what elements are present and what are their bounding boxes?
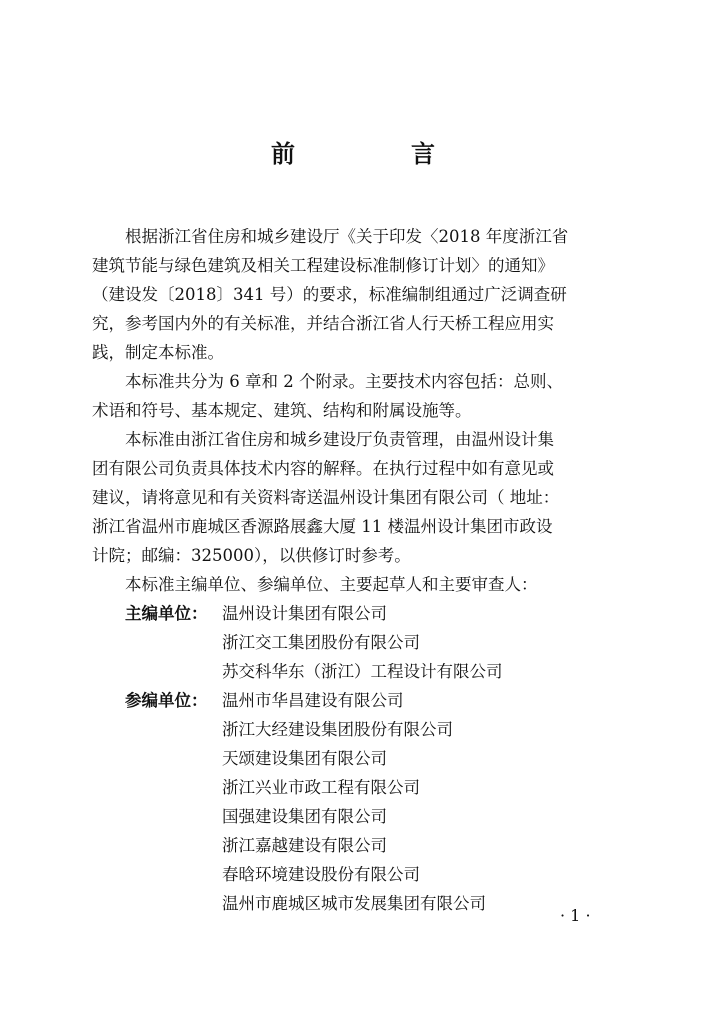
unit-name: 浙江嘉越建设有限公司 — [222, 836, 387, 855]
text-line: 建筑节能与绿色建筑及相关工程建设标准制修订计划〉的通知》 — [92, 256, 554, 275]
text-line: 浙江省温州市鹿城区香源路展鑫大厦 11 楼温州设计集团市政设 — [92, 517, 553, 536]
list-item — [92, 657, 616, 686]
list-item — [92, 715, 616, 744]
unit-name: 春晗环境建设股份有限公司 — [222, 865, 420, 884]
list-item — [92, 773, 616, 802]
text-line: 本标准由浙江省住房和城乡建设厅负责管理，由温州设计集 — [125, 430, 554, 449]
paragraph-contents — [92, 367, 616, 425]
document-body — [92, 222, 616, 918]
page-number: · 1 · — [560, 906, 591, 925]
paragraph-basis — [92, 222, 616, 367]
participating-units-list — [92, 686, 616, 918]
paragraph-units-intro: 本标准主编单位、参编单位、主要起草人和主要审查人： — [125, 575, 538, 594]
unit-name: 温州市华昌建设有限公司 — [222, 691, 404, 710]
chief-units-label: 主编单位： — [125, 604, 208, 623]
text-line: 根据浙江省住房和城乡建设厅《关于印发〈2018 年度浙江省 — [125, 227, 569, 246]
list-item — [92, 889, 616, 918]
unit-name: 国强建设集团有限公司 — [222, 807, 387, 826]
list-item — [92, 599, 616, 628]
list-item — [92, 628, 616, 657]
page-title: 前 言 — [271, 140, 481, 168]
text-line: 践，制定本标准。 — [92, 343, 224, 362]
list-item — [92, 860, 616, 889]
paragraph-management — [92, 425, 616, 570]
text-line: 究，参考国内外的有关标准，并结合浙江省人行天桥工程应用实 — [92, 314, 554, 333]
chief-units-list — [92, 599, 616, 686]
unit-name: 温州市鹿城区城市发展集团有限公司 — [222, 894, 486, 913]
unit-name: 浙江交工集团股份有限公司 — [222, 633, 420, 652]
unit-name: 温州设计集团有限公司 — [222, 604, 387, 623]
list-item — [92, 802, 616, 831]
text-line: 本标准共分为 6 章和 2 个附录。主要技术内容包括：总则、 — [125, 372, 563, 391]
participating-units-label: 参编单位： — [125, 691, 208, 710]
unit-name: 浙江兴业市政工程有限公司 — [222, 778, 420, 797]
list-item — [92, 686, 616, 715]
text-line: 计院；邮编：325000），以供修订时参考。 — [92, 546, 411, 565]
text-line: 建议，请将意见和有关资料寄送温州设计集团有限公司（ 地址： — [92, 488, 560, 507]
unit-name: 浙江大经建设集团股份有限公司 — [222, 720, 453, 739]
text-line: 术语和符号、基本规定、建筑、结构和附属设施等。 — [92, 401, 472, 420]
list-item — [92, 744, 616, 773]
text-line: （建设发〔2018〕341 号）的要求，标准编制组通过广泛调查研 — [92, 285, 567, 304]
list-item — [92, 831, 616, 860]
unit-name: 苏交科华东（浙江）工程设计有限公司 — [222, 662, 503, 681]
text-line: 团有限公司负责具体技术内容的解释。在执行过程中如有意见或 — [92, 459, 554, 478]
unit-name: 天颂建设集团有限公司 — [222, 749, 387, 768]
